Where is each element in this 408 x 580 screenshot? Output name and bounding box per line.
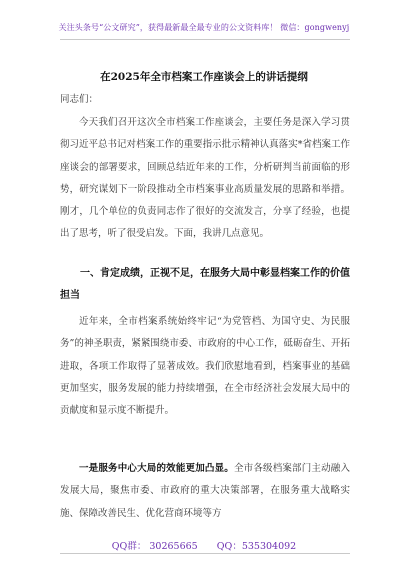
contact-footer [0, 538, 408, 552]
promo-banner: 关注头条号“公文研究”，获得最新最全最专业的公文资料库！ 微信：gongwenyj [58, 23, 350, 32]
paragraph-body: 全市各级档案部门主动融入发展大局，聚焦市委、市政府的重大决策部署，在服务重大战略实施、保障改善民生、优化营商环境等方 [60, 463, 350, 519]
section-heading-1: 一、肯定成绩，正视不足，在服务大局中彰显档案工作的价值担当 [60, 268, 350, 302]
document-title: 在2025年全市档案工作座谈会上的讲话提纲 [100, 71, 308, 83]
paragraph-intro: 今天我们召开这次全市档案工作座谈会，主要任务是深入学习贯彻习近平总书记对档案工作的重要指示批示精神认真落实*省档案工作座谈会的部署要求，回顾总结近年来的工作，分析研判当前面临的形势，研究谋划下一阶段推动全市档案事业高质量发展的思路和举措。刚才，几个单位的负责同志作了很好的交流发言，分享了经验，也提出了思考，听了很受启发。下面，我讲几点意见。 [60, 117, 350, 240]
paragraph-achievements: 近年来，全市档案系统始终牢记“为党管档、为国守史、为民服务”的神圣职责，紧紧围绕市委、市政府的中心工作，砥砺奋生、开拓进取，各项工作取得了显著成效。我们欣慰地看到，档案事业的基础更加坚实，服务发展的能力持续增强，在全市经济社会发展大局中的贡献度和显示度不断提升。 [60, 316, 350, 417]
greeting: 同志们： [60, 94, 99, 105]
header-divider [60, 39, 350, 40]
qq-number: QQ：535304092 [216, 541, 297, 552]
footer-underline [60, 553, 350, 554]
qq-group-number: QQ群： 30265665 [111, 541, 198, 552]
paragraph-lead-sentence: 一是服务中心大局的效能更加凸显。 [79, 463, 234, 474]
paragraph-service [60, 458, 350, 525]
